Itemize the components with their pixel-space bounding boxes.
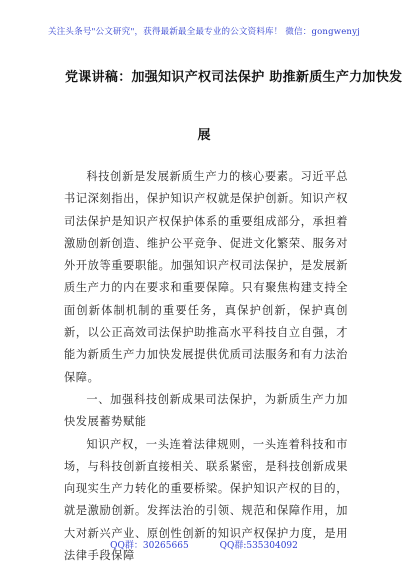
document-body (64, 166, 348, 567)
section-heading: 一、加强科技创新成果司法保护，为新质生产力加快发展蓄势赋能 (64, 392, 348, 429)
paragraph: 知识产权，一头连着法律规则，一头连着科技和市场，与科技创新直接相关、联系紧密，是科技创新成果向现实生产力转化的重要桥梁。保护知识产权的目的，就是激励创新。发挥法治的引领、规范和保障作用，加大对新兴产业、原创性创新的知识产权保护力度，是用法律手段保障 (64, 437, 348, 563)
footer-qq-group-2: QQ群:535304092 (219, 541, 298, 551)
footer (0, 538, 408, 551)
footer-qq-group-1: QQ群：30265665 (110, 541, 189, 551)
header-note: 关注头条号"公文研究"，获得最新最全最专业的公文资料库！ 微信：gongwenyj (48, 27, 360, 37)
document-title-continued: 展 (197, 128, 211, 143)
paragraph: 科技创新是发展新质生产力的核心要素。习近平总书记深刻指出，保护知识产权就是保护创新。知识产权司法保护是知识产权保护体系的重要组成部分，承担着激励创新创造、维护公平竞争、促进文化繁荣、服务对外开放等重要职能。加强知识产权司法保护，是发展新质生产力的内在要求和重要保障。只有聚焦构建支持全面创新体制机制的重要任务，真保护创新，保护真创新，以公正高效司法保护助推高水平科技自立自强，才能为新质生产力加快发展提供优质司法服务和有力法治保障。 (64, 170, 348, 384)
document-title: 党课讲稿：加强知识产权司法保护 助推新质生产力加快发 (65, 70, 403, 85)
